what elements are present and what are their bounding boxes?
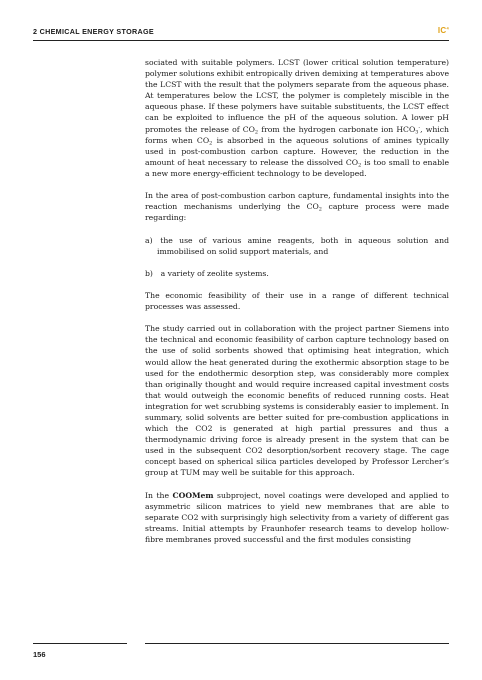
text-run: In the — [145, 490, 173, 500]
brand-superscript: 4 — [446, 25, 449, 31]
subscript: 2 — [254, 129, 259, 136]
text-run: is absorbed in the aqueous solutions of amines typically used in post-combustion carbon capture. However, the reduction in the amount of heat necessary to release the dissolved CO — [145, 135, 449, 167]
text-run: , which forms when CO — [145, 124, 449, 145]
body-text — [145, 57, 449, 556]
running-header — [33, 27, 449, 39]
text-run: In the area of post-combustion carbon capture, fundamental insights into the reaction mechanisms underlying the CO — [145, 191, 449, 212]
text-run: from the hydrogen carbonate ion HCO — [258, 124, 416, 134]
project-name: COOMem — [172, 490, 214, 500]
paragraph-2 — [145, 190, 449, 223]
paragraph-5 — [145, 490, 449, 545]
footer-divider-left — [33, 643, 127, 644]
subscript: 2 — [358, 162, 362, 169]
brand-label: IC — [437, 26, 447, 35]
subscript: 2 — [318, 206, 322, 213]
text-run: is too small to enable a new more energy-efficient technology to be developed. — [145, 157, 449, 178]
subscript: 3 — [415, 129, 419, 136]
page-number: 156 — [33, 650, 46, 659]
subscript: 2 — [209, 140, 213, 147]
brand-logo — [438, 26, 449, 35]
paragraph-3: The economic feasibility of their use in a range of different technical processes was assessed. — [145, 290, 449, 312]
list-item-b: b) a variety of zeolite systems. — [145, 268, 269, 278]
header-divider — [33, 40, 449, 41]
text-run: sociated with suitable polymers. LCST (lower critical solution temperature) polymer solutions exhibit entropically driven demixing at temperatures above the LCST with the result that the polymers separate from the aqueous phase. At temperatures below the LCST, the polymer is completely miscible in the aqueous phase. If these polymers have suitable substituents, the LCST effect can be exploited to influence the pH of the aqueous solution. A lower pH promotes the release of CO — [145, 58, 450, 134]
paragraph-1 — [145, 57, 449, 179]
text-run: subproject, novel coatings were developed and applied to asymmetric silicon matrices to yield new membranes that are able to separate CO2 with surprisingly high selectivity from a variety of different gas streams. Initial attempts by Fraunhofer research teams to develop hollow-fibre membranes proved successful and the first modules consisting — [145, 490, 450, 545]
text-run: capture process were made regarding: — [145, 202, 449, 223]
list-item-a: a) the use of various amine reagents, both in aqueous solution and immobilised on solid support materials, and — [145, 235, 449, 256]
paragraph-4: The study carried out in collaboration with the project partner Siemens into the technical and economic feasibility of carbon capture technology based on the use of solid sorbents showed that optimising heat integration, which would allow the heat generated during the exothermic absorption stage to be used for the endothermic desorption step, was considerably more complex than originally thought and would require increased capital investment costs that would outweigh the economic benefits of reduced running costs. Heat integration for wet scrubbing systems is considerably easier to implement. In summary, solid solvents are better suited for pre-combustion applications in which the CO2 is generated at high partial pressures and thus a thermodynamic driving force is already present in the system that can be used in the subsequent CO2 desorption/sorbent recovery stage. The cage concept based on spherical silica particles developed by Professor Lercher’s group at TUM may well be suitable for this approach. — [145, 324, 449, 478]
chapter-title: 2 CHEMICAL ENERGY STORAGE — [33, 27, 154, 36]
superscript: - — [418, 124, 421, 130]
footer-divider-right — [145, 643, 449, 644]
